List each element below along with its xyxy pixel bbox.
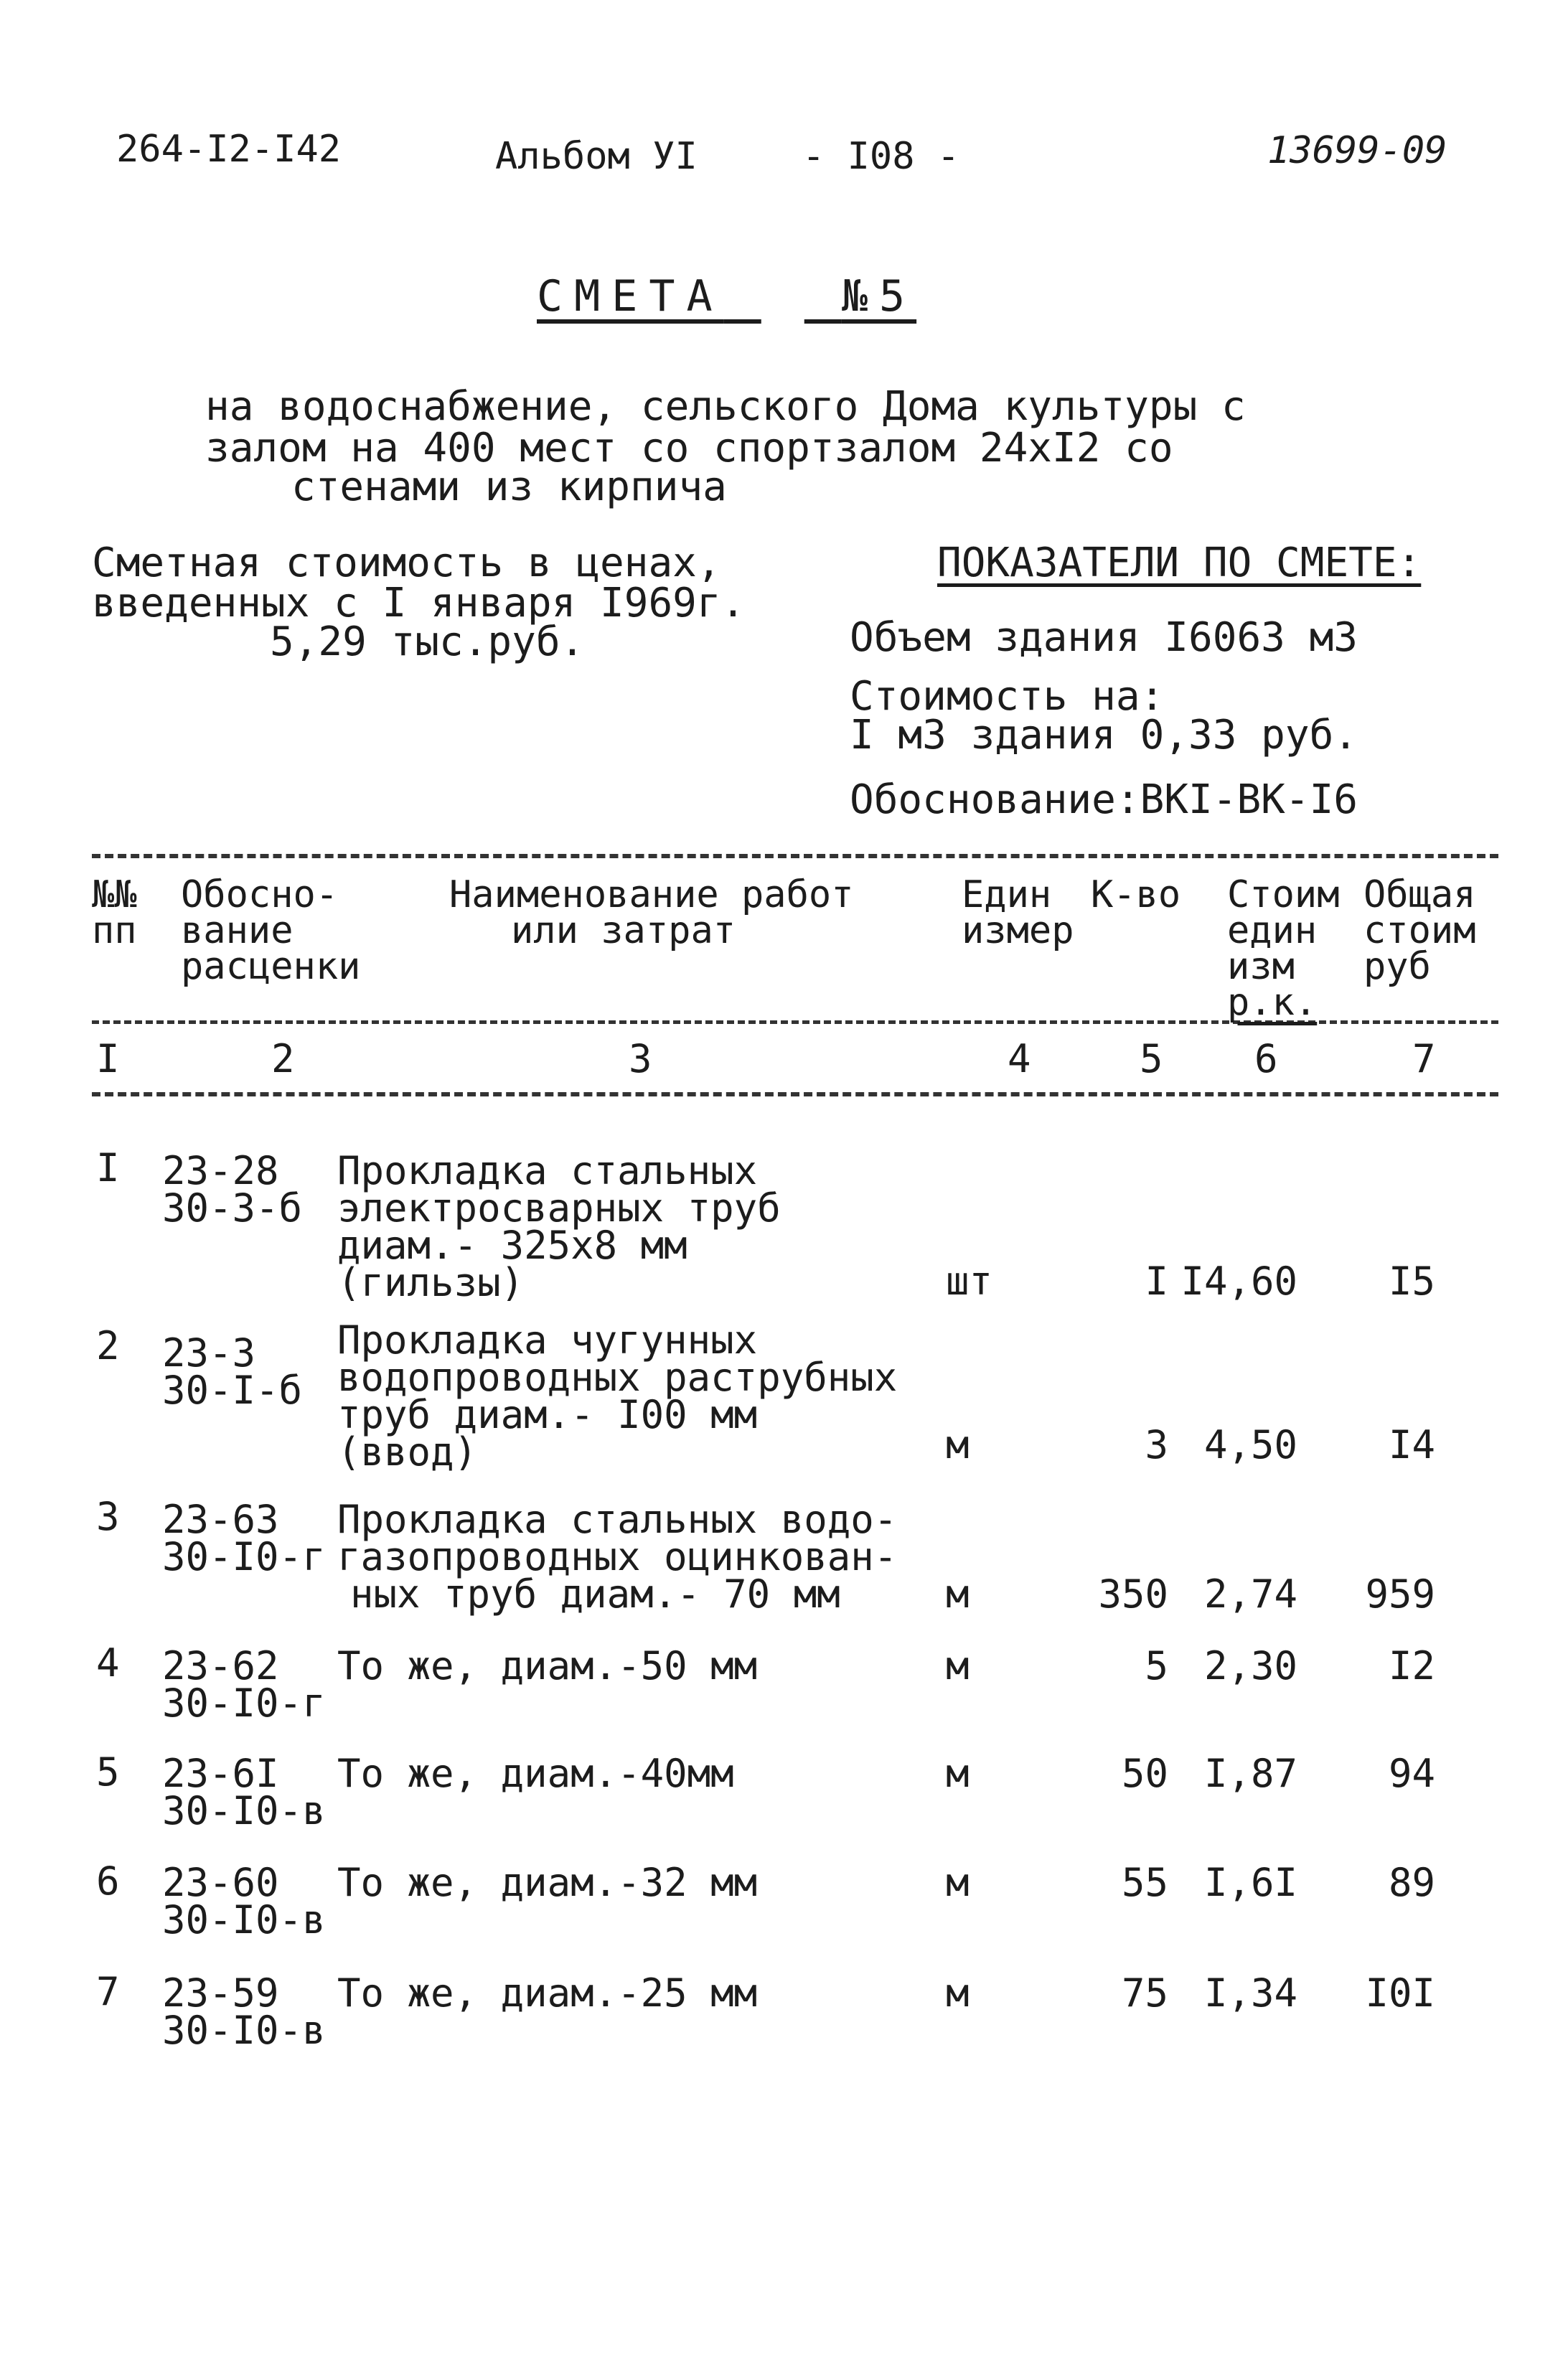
row-unit-cost: 2,30 [1203, 1643, 1297, 1688]
header-unit-cost: Стоим един изм р.к. [1227, 873, 1340, 1024]
row-unit-cost: I,34 [1203, 1970, 1297, 2016]
cost-value: 5,29 тыс.руб. [270, 619, 585, 665]
row-basis: 23-63 30-I0-г [162, 1497, 326, 1579]
row-unit-cost: I,87 [1203, 1751, 1297, 1796]
cost-line-1: Сметная стоимость в ценах, [92, 540, 721, 586]
column-numbers-rule [92, 1092, 1498, 1096]
row-unit: м [946, 1751, 970, 1796]
row-unit: шт [946, 1259, 993, 1304]
row-basis: 23-3 30-I-б [162, 1330, 303, 1413]
column-number-5: 5 [1140, 1036, 1163, 1081]
column-number-4: 4 [1008, 1036, 1031, 1081]
column-number-1: I [96, 1036, 120, 1081]
row-unit: м [946, 1970, 970, 2016]
row-unit: м [946, 1422, 970, 1467]
column-number-7: 7 [1412, 1036, 1436, 1081]
row-basis: 23-6I 30-I0-в [162, 1751, 326, 1833]
row-total: 89 [1388, 1860, 1435, 1905]
cost-label: Стоимость на: [850, 673, 1165, 720]
row-qty: I [1145, 1259, 1168, 1304]
row-qty: 5 [1145, 1643, 1168, 1688]
row-unit-cost: 2,74 [1203, 1571, 1297, 1617]
sheet-code: 13699-09 [1267, 129, 1447, 172]
header-qty: К-во [1091, 873, 1181, 916]
row-number: 3 [96, 1494, 120, 1539]
row-qty: 350 [1098, 1571, 1168, 1617]
document-title [537, 271, 916, 321]
row-number: 7 [96, 1969, 120, 2014]
row-basis: 23-59 30-I0-в [162, 1970, 326, 2053]
album-label: Альбом УI [495, 135, 698, 178]
column-number-3: 3 [629, 1036, 652, 1081]
row-basis: 23-62 30-I0-г [162, 1643, 326, 1726]
table-top-rule [92, 854, 1498, 858]
row-name: То же, диам.-25 мм [337, 1970, 758, 2016]
building-volume: Объем здания I6063 м3 [850, 614, 1358, 661]
row-total: I0I [1365, 1970, 1435, 2016]
header-total: Общая стоим руб [1363, 873, 1476, 988]
header-unit: Един измер [962, 873, 1074, 952]
subtitle-line-3: стенами из кирпича [291, 464, 727, 510]
row-basis: 23-28 30-3-б [162, 1148, 303, 1231]
header-num: №№ пп [92, 873, 137, 952]
row-name: Прокладка чугунных водопроводных раструбных труб диам.- I00 мм (ввод) [337, 1317, 898, 1475]
subtitle-line-2: залом на 400 мест со спортзалом 24хI2 со [205, 425, 1173, 471]
row-unit-cost: 4,50 [1203, 1422, 1297, 1467]
row-unit-cost: I,6I [1203, 1860, 1297, 1905]
row-qty: 75 [1121, 1970, 1168, 2016]
document-code: 264-I2-I42 [116, 128, 342, 171]
row-name: Прокладка стальных электросварных труб диам.- 325х8 мм (гильзы) [337, 1148, 781, 1305]
row-total: I2 [1388, 1643, 1435, 1688]
title-number: №5 [841, 271, 917, 321]
row-qty: 55 [1121, 1860, 1168, 1905]
row-unit-cost: I4,60 [1180, 1259, 1297, 1304]
row-qty: 50 [1121, 1751, 1168, 1796]
row-total: I5 [1388, 1259, 1435, 1304]
row-number: 6 [96, 1859, 120, 1904]
cost-line-2: введенных с I января I969г. [92, 580, 746, 626]
title-text: СМЕТА [537, 271, 724, 321]
header-name: Наименование работ или затрат [449, 873, 854, 952]
basis-reference: Обоснование:ВКI-ВК-I6 [850, 776, 1358, 823]
row-name: Прокладка стальных водо- газопроводных оцинкован- ных труб диам.- 70 мм [337, 1497, 898, 1617]
row-basis: 23-60 30-I0-в [162, 1860, 326, 1942]
row-name: То же, диам.-32 мм [337, 1860, 758, 1905]
row-unit: м [946, 1860, 970, 1905]
header-basis: Обосно- вание расценки [181, 873, 361, 988]
row-unit: м [946, 1643, 970, 1688]
row-total: I4 [1388, 1422, 1435, 1467]
row-unit: м [946, 1571, 970, 1617]
row-total: 94 [1388, 1751, 1435, 1796]
row-name: То же, диам.-50 мм [337, 1643, 758, 1688]
indicators-heading: ПОКАЗАТЕЛИ ПО СМЕТЕ: [937, 540, 1422, 586]
column-number-2: 2 [271, 1036, 295, 1081]
page-number: - I08 - [802, 135, 960, 178]
column-number-6: 6 [1254, 1036, 1278, 1081]
row-total: 959 [1365, 1571, 1435, 1617]
subtitle-line-1: на водоснабжение, сельского Дома культуры с [205, 383, 1246, 430]
row-number: I [96, 1145, 120, 1190]
row-number: 2 [96, 1323, 120, 1368]
row-qty: 3 [1145, 1422, 1168, 1467]
row-number: 5 [96, 1749, 120, 1795]
cost-per-m3: I м3 здания 0,33 руб. [850, 712, 1358, 758]
row-name: То же, диам.-40мм [337, 1751, 734, 1796]
row-number: 4 [96, 1640, 120, 1686]
